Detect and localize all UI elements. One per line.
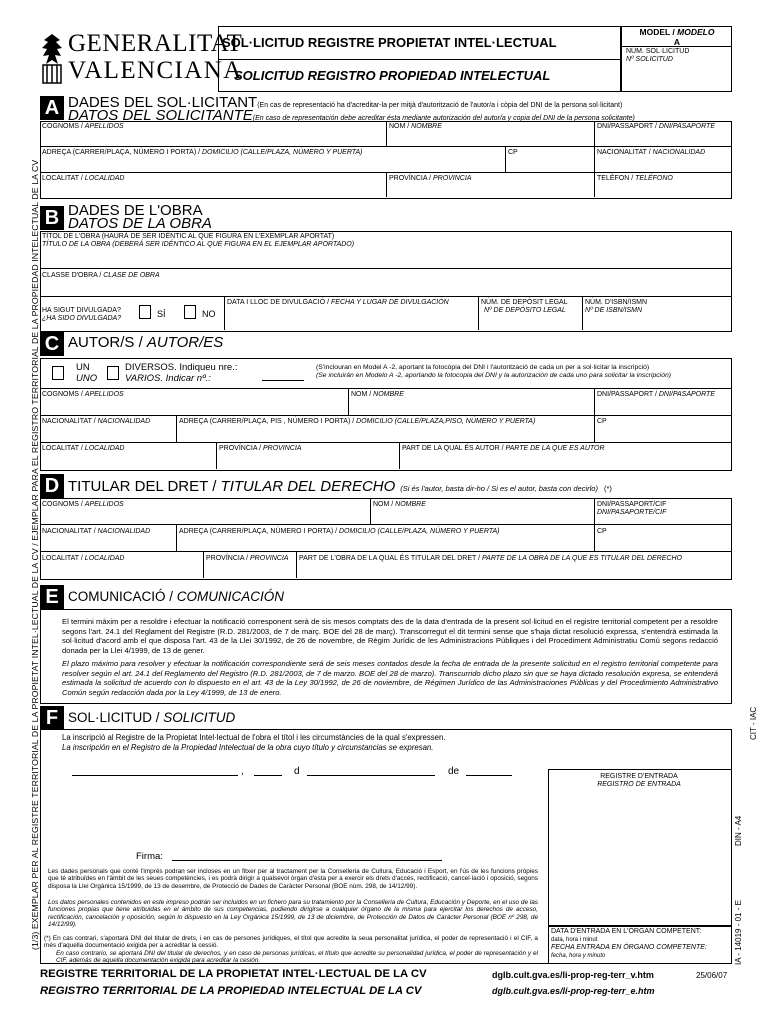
c-uno-label: UN UNO: [76, 362, 98, 384]
f-month-input[interactable]: [307, 775, 435, 776]
d-parte-titular-field[interactable]: PART DE L'OBRA DE LA QUAL ÉS TITULAR DEL DRET / PARTE DE LA OBRA DE LA QUE ES TITULAR DEL DERECHO: [299, 555, 682, 562]
a-telefono-field[interactable]: TELÈFON / TELÉFONO: [597, 175, 673, 182]
a-provincia-field[interactable]: PROVÍNCIA / PROVINCIA: [389, 175, 472, 182]
c-provincia-field[interactable]: PROVÍNCIA / PROVINCIA: [219, 445, 302, 452]
bat-emblem-icon: [40, 32, 64, 84]
footnote-es: En caso contrario, se aportará DNI del titular de derechos, y en caso de personas jurídicas, el título que acredite su personalidad jurídica, el poder de representación y el CIF, además de aquella documentación exigida para acreditar la cesión.: [56, 950, 538, 965]
c-varios-number-input[interactable]: [262, 380, 304, 381]
registro-entrada-label: REGISTRE D'ENTRADA REGISTRO DE ENTRADA: [597, 773, 681, 788]
f-text: La inscripció al Registre de la Propietat Intel·lectual de l'obra el títol i les circumstàncies de la qual s'expressen. La inscripción en el Registro de la Propiedad Intelectual de la obra cuyo título y circunstancias se expresan.: [62, 733, 446, 752]
d-provincia-field[interactable]: PROVÍNCIA / PROVINCIA: [206, 555, 289, 562]
b-si-label: SÍ: [157, 309, 166, 319]
section-e-text-va: El termini màxim per a resoldre i efectuar la notificació corresponent serà de sis mesos comptats des de la data d'entrada de la present sol·licitud en el registre territorial competent per a resoldre segons l'art. 24.1 del Reglament del Registre (R.D. 281/2003, de 7 de març. BOE del 28 de març). Transcorregut el dit termini sense que s'haja dictat resolució expressa, s'entendrà estimada la sol·licitud d'acord amb el que disposa l'art. 43 de la Llei 30/1992, de 26 de novembre, de Règim Jurídic de les Administracions Públiques i del Procediment Administratiu Comú segons redacció donada per la Llei 4/1999, de 13 de gener.: [62, 617, 718, 655]
b-divulgada-label: HA SIGUT DIVULGADA? ¿HA SIDO DIVULGADA?: [42, 307, 122, 322]
a-nacionalidad-field[interactable]: NACIONALITAT / NACIONALIDAD: [597, 149, 706, 156]
a-cp-field[interactable]: CP: [508, 149, 518, 156]
footer-line-va: REGISTRE TERRITORIAL DE LA PROPIETAT INTEL·LECTUAL DE LA CV: [40, 968, 427, 980]
section-f-title: SOL·LICITUD / SOLICITUD: [68, 710, 236, 725]
model-letter: A: [673, 37, 681, 47]
d-localidad-field[interactable]: LOCALITAT / LOCALIDAD: [42, 555, 125, 562]
c-dni-field[interactable]: DNI/PASSAPORT / DNI/PASAPORTE: [597, 391, 716, 398]
c-domicilio-field[interactable]: ADREÇA (CARRER/PLAÇA, PIS , NÚMERO I PORTA) / DOMICILIO (CALLE/PLAZA,PISO, NÚMERO Y PUERTA): [179, 418, 536, 425]
title-spanish: SOLICITUD REGISTRO PROPIEDAD INTELECTUAL: [234, 68, 551, 83]
footnote-va: (*) En cas contrari, s'aportarà DNI del titular de drets, i en cas de persones jurídiques, el títol que acredite la seua personalitat jurídica, el poder de representació i el CIF, a més d'aquella documentació exigida per a acreditar la cessió.: [44, 935, 538, 950]
section-a-letter: A: [40, 96, 64, 120]
registro-entrada-box: [548, 769, 732, 927]
section-c-letter: C: [40, 332, 64, 356]
c-varios-checkbox[interactable]: [107, 366, 119, 380]
f-d-label: d: [294, 766, 300, 777]
logo-line1: GENERALITAT: [68, 30, 243, 57]
b-fecha-lugar-field[interactable]: DATA I LLOC DE DIVULGACIÓ / FECHA Y LUGAR DE DIVULGACIÓN: [227, 299, 449, 306]
f-day-input[interactable]: [254, 775, 282, 776]
footer-line-es: REGISTRO TERRITORIAL DE LA PROPIEDAD INTELECTUAL DE LA CV: [40, 985, 422, 997]
c-localidad-field[interactable]: LOCALITAT / LOCALIDAD: [42, 445, 125, 452]
d-apellidos-field[interactable]: COGNOMS / APELLIDOS: [42, 501, 124, 508]
title-valencian: SOL·LICITUD REGISTRE PROPIETAT INTEL·LECTUAL: [222, 35, 557, 50]
a-dni-field[interactable]: DNI/PASSAPORT / DNI/PASAPORTE: [597, 123, 716, 130]
section-e-text-es: El plazo máximo para resolver y efectuar la notificación correspondiente será de seis meses contados desde la fecha de entrada de la presente solicitud en el registro territorial competente para resolver según el art. 24.1 del Reglamento del Registro (R.D. 281/2003, de 7 de marzo. BOE del 28 de marzo). Transcurrido dicho plazo sin que se haya dictado resolución expresa, se entenderá estimada la solicitud de acuerdo con lo dispuesto en el art. 43 de la Ley 30/1992, de 26 de noviembre, de Régimen Jurídico de las Administraciones Públicas y del Procedimiento Administrativo Común según redacción dada por la Ley 4/1999, de 13 de enero.: [62, 659, 718, 697]
privacy-text-va: Les dades personals que conté l'imprés podran ser incloses en un fitxer per al tractament per la Conselleria de Cultura, Educació i Esport, en l'ús de les funcions pròpies que té atribuïdes en l'àmbit de les seues competències, i es podrà dirigir a qualsevol òrgan d'esta per a exercir els drets d'accés, rectificació, cancel·lació i oposició, segons disposa la Llei Orgànica 15/1999, de 13 de desembre, de Protecció de Dades de Caràcter Personal (BOE núm. 298, de 14/12/99).: [48, 868, 538, 890]
generalitat-logo: [40, 30, 243, 88]
privacy-text-es: Los datos personales contenidos en este impreso podrán ser incluidos en un fichero para su tratamiento por la Conselleria de Cultura, Educación y Deporte, en el uso de las funciones propias que tiene atribuidas en el ámbito de sus competencias, pudiendo dirigirse a cualquier órgano de la misma para ejercitar los derechos de acceso, rectificación, cancelación y oposición, según lo dispuesto en la Ley Orgánica 15/1999, de 13 de diciembre, de Protección de Datos de Carácter Personal (BOE nº 298, de 14/12/99).: [48, 899, 538, 929]
c-nacionalidad-field[interactable]: NACIONALITAT / NACIONALIDAD: [42, 418, 151, 425]
b-isbn-field[interactable]: NÚM. D'ISBN/ISMN Nº DE ISBN/ISMN: [585, 299, 648, 314]
section-d-letter: D: [40, 474, 64, 498]
b-si-checkbox[interactable]: [139, 305, 151, 319]
f-de-label: de: [448, 766, 460, 777]
firma-input[interactable]: [172, 860, 442, 861]
section-a-title-va: DADES DEL SOL·LICITANT(En cas de representació ha d'acreditar-la per mitjà d'autorització de l'autor/a i còpia del DNI de la persona sol·licitant): [68, 94, 623, 111]
d-dni-cif-field[interactable]: DNI/PASSAPORT/CIF DNI/PASAPORTE/CIF: [597, 501, 667, 516]
c-varios-label: DIVERSOS. Indiqueu nre.: VARIOS. Indicar nº.:: [125, 362, 238, 384]
section-f-letter: F: [40, 706, 64, 730]
d-domicilio-field[interactable]: ADREÇA (CARRER/PLAÇA, NÚMERO I PORTA) / DOMICILIO (CALLE/PLAZA, NÚMERO Y PUERTA): [179, 528, 500, 535]
c-parte-autor-field[interactable]: PART DE LA QUAL ÉS AUTOR / PARTE DE LA QUE ES AUTOR: [402, 445, 605, 452]
footer-url-es[interactable]: dglb.cult.gva.es/li-prop-reg-terr_e.htm: [492, 986, 655, 996]
b-titulo-field[interactable]: TÍTOL DE L'OBRA (HAURÀ DE SER IDÈNTIC AL QUE FIGURA EN L'EXEMPLAR APORTAT) TÍTULO DE LA OBRA (DEBERÁ SER IDÉNTICO AL QUE FIGURA EN EL EJEMPLAR APORTADO): [42, 233, 355, 248]
section-c-title: AUTOR/S / AUTOR/ES: [68, 334, 224, 351]
footer-date: 25/06/07: [696, 971, 728, 980]
section-e-title: COMUNICACIÓ / COMUNICACIÓN: [68, 589, 285, 604]
a-nombre-field[interactable]: NOM / NOMBRE: [389, 123, 442, 130]
ia-code: IA - 14019 - 01 - E: [734, 900, 743, 965]
section-e-letter: E: [40, 585, 64, 609]
c-note: (S'inclouran en Model A -2, aportant la fotocòpia del DNI i l'autorització de cada un per a sol·licitar la inscripció) (Se incluirán en Modelo A -2, aportando la fotocopia del DNI y la autorización de cada uno para solicitar la inscripción): [316, 364, 672, 379]
section-d-title: TITULAR DEL DRET / TITULAR DEL DERECHO (Si és l'autor, basta dir-ho / Si es el autor, basta con decirlo) (*): [68, 478, 612, 495]
a-domicilio-field[interactable]: ADREÇA (CARRER/PLAÇA, NÚMERO I PORTA) / DOMICILIO (CALLE/PLAZA, NÚMERO Y PUERTA): [42, 149, 363, 156]
d-nombre-field[interactable]: NOM / NOMBRE: [373, 501, 426, 508]
footer-url-va[interactable]: dglb.cult.gva.es/li-prop-reg-terr_v.htm: [492, 970, 654, 980]
section-b-letter: B: [40, 206, 64, 230]
c-uno-checkbox[interactable]: [52, 366, 64, 380]
f-comma: ,: [241, 766, 244, 777]
b-clase-field[interactable]: CLASSE D'OBRA / CLASE DE OBRA: [42, 272, 160, 279]
model-label: MODEL / MODELO A: [639, 27, 715, 47]
side-vertical-text: (1/3) EXEMPLAR PER AL REGISTRE TERRITORIAL DE LA PROPIETAT INTEL·LECTUAL DE LA CV / EJEMPLAR PARA EL REGISTRO TERRITORIAL DE LA PROPIEDAD INTELECTUAL DE LA CV: [30, 159, 40, 950]
f-year-input[interactable]: [466, 775, 512, 776]
d-cp-field[interactable]: CP: [597, 528, 607, 535]
logo-line2: VALENCIANA: [68, 57, 243, 84]
fecha-entrada-label: DATA D'ENTRADA EN L'ÒRGAN COMPETENT: data, hora i minut FECHA ENTRADA EN ÓRGANO COMPETENTE: fecha, hora y minuto: [551, 928, 707, 959]
b-deposito-field[interactable]: NÚM. DE DEPÒSIT LEGAL Nº DE DEPÓSITO LEGAL: [481, 299, 568, 314]
cit-iac-code: CIT - IAC: [749, 706, 758, 740]
c-nombre-field[interactable]: NOM / NOMBRE: [351, 391, 404, 398]
num-solicitud-label: NÚM. SOL·LICITUD Nº SOLICITUD: [626, 48, 690, 63]
a-apellidos-field[interactable]: COGNOMS / APELLIDOS: [42, 123, 124, 130]
section-b-title-es: DATOS DE LA OBRA: [68, 215, 212, 232]
a-localidad-field[interactable]: LOCALITAT / LOCALIDAD: [42, 175, 125, 182]
c-cp-field[interactable]: CP: [597, 418, 607, 425]
f-place-input[interactable]: [72, 775, 238, 776]
section-b-title-va: DADES DE L'OBRA: [68, 202, 203, 219]
din-a4-code: DIN - A4: [734, 815, 743, 846]
c-apellidos-field[interactable]: COGNOMS / APELLIDOS: [42, 391, 124, 398]
b-no-label: NO: [202, 309, 216, 319]
d-nacionalidad-field[interactable]: NACIONALITAT / NACIONALIDAD: [42, 528, 151, 535]
section-a-title-es: DATOS DEL SOLICITANTE(En caso de representación debe acreditar ésta mediante autorización del autor/a y copia del DNI de la persona solicitante): [68, 107, 635, 124]
b-no-checkbox[interactable]: [184, 305, 196, 319]
firma-label: Firma:: [136, 851, 163, 862]
